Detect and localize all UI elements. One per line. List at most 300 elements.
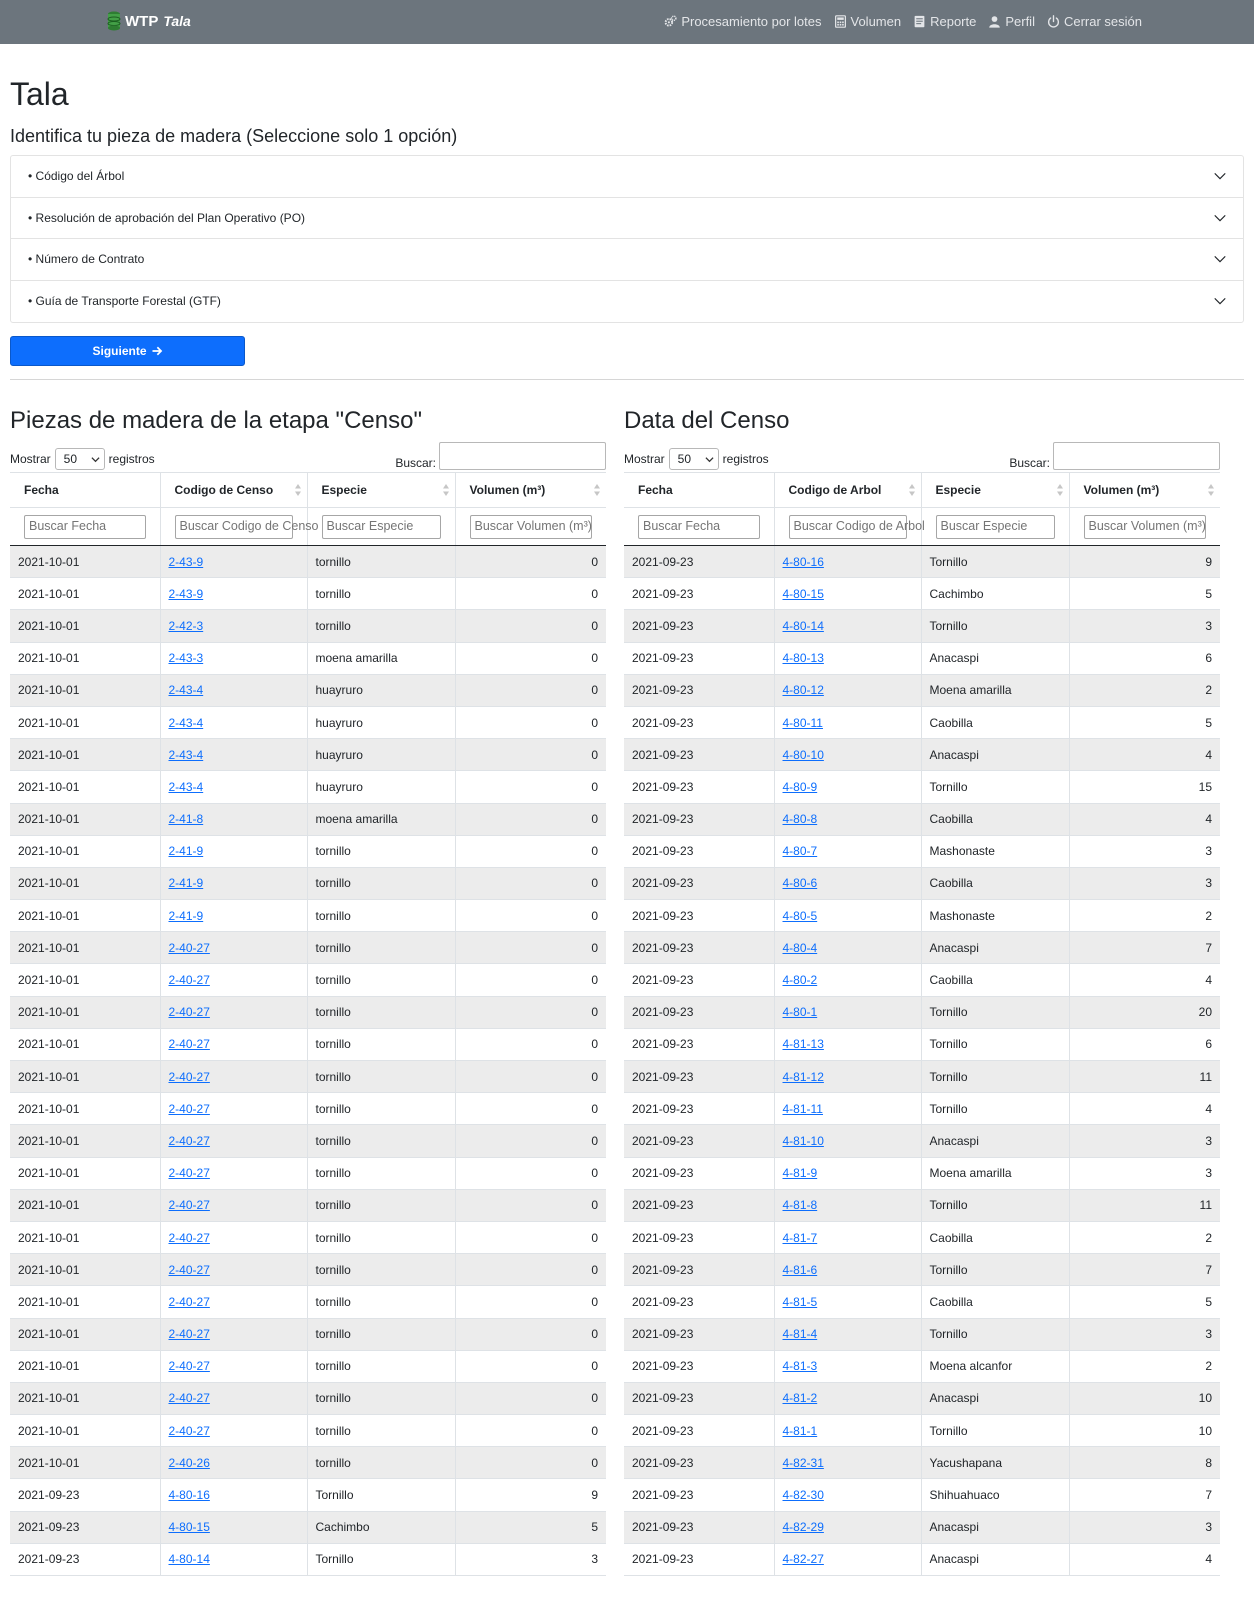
cell-date: 2021-09-23 bbox=[624, 1318, 774, 1350]
cell-species: Anacaspi bbox=[921, 1543, 1069, 1575]
cell-date: 2021-09-23 bbox=[10, 1543, 160, 1575]
code-link[interactable]: 4-82-29 bbox=[782, 1520, 824, 1535]
code-link[interactable]: 4-81-4 bbox=[782, 1327, 818, 1342]
cell-code bbox=[774, 900, 921, 932]
cell-date: 2021-10-01 bbox=[10, 1382, 160, 1414]
cell-species: tornillo bbox=[307, 1415, 455, 1447]
table-row bbox=[10, 867, 606, 899]
cell-species: tornillo bbox=[307, 1318, 455, 1350]
accordion-item-gtf[interactable] bbox=[11, 281, 1243, 323]
cell-date: 2021-09-23 bbox=[624, 1254, 774, 1286]
filter-cell bbox=[921, 508, 1069, 546]
cell-volume: 0 bbox=[455, 867, 606, 899]
code-link[interactable]: 4-80-2 bbox=[782, 973, 818, 988]
cell-volume: 0 bbox=[455, 1125, 606, 1157]
table-row bbox=[624, 1543, 1220, 1575]
column-header-code[interactable] bbox=[774, 473, 921, 508]
gears-icon bbox=[664, 15, 677, 28]
cell-species: Tornillo bbox=[921, 1415, 1069, 1447]
code-link[interactable]: 4-80-15 bbox=[782, 586, 824, 601]
code-link[interactable]: 4-80-5 bbox=[782, 908, 818, 923]
table-row bbox=[624, 1189, 1220, 1221]
code-link[interactable]: 2-43-9 bbox=[168, 586, 204, 601]
next-button-label: Siguiente bbox=[92, 344, 147, 358]
cell-code bbox=[774, 1447, 921, 1479]
filter-row bbox=[10, 508, 606, 546]
table-row bbox=[10, 1254, 606, 1286]
code-link[interactable]: 4-80-16 bbox=[782, 554, 824, 569]
table-row bbox=[624, 1028, 1220, 1060]
code-link[interactable]: 4-80-4 bbox=[782, 940, 818, 955]
code-link[interactable]: 2-41-9 bbox=[168, 908, 204, 923]
cell-code bbox=[160, 1447, 307, 1479]
filter-row bbox=[624, 508, 1220, 546]
code-link[interactable]: 4-80-9 bbox=[782, 779, 818, 794]
nav-profile[interactable] bbox=[988, 14, 1035, 29]
accordion-item-po-resolution[interactable] bbox=[11, 198, 1243, 240]
code-link[interactable]: 2-40-27 bbox=[168, 1423, 210, 1438]
cell-date: 2021-09-23 bbox=[624, 835, 774, 867]
table-row bbox=[624, 867, 1220, 899]
code-link[interactable]: 2-43-4 bbox=[168, 779, 204, 794]
code-link[interactable]: 2-40-27 bbox=[168, 1230, 210, 1245]
cell-species: Tornillo bbox=[921, 996, 1069, 1028]
table-row bbox=[624, 642, 1220, 674]
code-link[interactable]: 2-40-27 bbox=[168, 1037, 210, 1052]
page-length-select[interactable] bbox=[55, 448, 105, 470]
cell-volume: 0 bbox=[455, 1061, 606, 1093]
cell-date: 2021-10-01 bbox=[10, 739, 160, 771]
cell-species: tornillo bbox=[307, 1350, 455, 1382]
next-button[interactable] bbox=[10, 336, 245, 366]
cell-species: Caobilla bbox=[921, 1221, 1069, 1253]
cell-volume: 2 bbox=[1069, 1350, 1220, 1382]
cell-species: tornillo bbox=[307, 1382, 455, 1414]
table-row bbox=[10, 803, 606, 835]
cell-code bbox=[160, 578, 307, 610]
code-link[interactable]: 2-40-27 bbox=[168, 973, 210, 988]
cell-species: Tornillo bbox=[921, 1061, 1069, 1093]
code-link[interactable]: 4-80-15 bbox=[168, 1520, 210, 1535]
cell-species: Mashonaste bbox=[921, 835, 1069, 867]
cell-species: tornillo bbox=[307, 900, 455, 932]
cell-volume: 0 bbox=[455, 1382, 606, 1414]
cell-date: 2021-09-23 bbox=[624, 1479, 774, 1511]
cell-volume: 0 bbox=[455, 739, 606, 771]
code-link[interactable]: 2-43-4 bbox=[168, 683, 204, 698]
cell-species: moena amarilla bbox=[307, 642, 455, 674]
code-link[interactable]: 2-40-27 bbox=[168, 940, 210, 955]
cell-volume: 0 bbox=[455, 610, 606, 642]
cell-species: tornillo bbox=[307, 578, 455, 610]
cell-code bbox=[160, 867, 307, 899]
table-body bbox=[10, 546, 606, 1576]
cell-species: Tornillo bbox=[921, 1318, 1069, 1350]
code-link[interactable]: 2-41-9 bbox=[168, 876, 204, 891]
cell-volume: 3 bbox=[455, 1543, 606, 1575]
cell-species: Tornillo bbox=[921, 1028, 1069, 1060]
column-header-code[interactable] bbox=[160, 473, 307, 508]
page-length-value: 50 bbox=[63, 452, 78, 466]
filter-cell bbox=[455, 508, 606, 546]
cell-code bbox=[774, 1543, 921, 1575]
cell-code bbox=[160, 739, 307, 771]
table-row bbox=[624, 964, 1220, 996]
table-search bbox=[395, 442, 606, 470]
nav-report[interactable] bbox=[913, 14, 976, 29]
page-length-select[interactable] bbox=[669, 448, 719, 470]
cell-species: tornillo bbox=[307, 1447, 455, 1479]
cell-date: 2021-09-23 bbox=[624, 739, 774, 771]
code-link[interactable]: 4-81-12 bbox=[782, 1069, 824, 1084]
cell-species: Tornillo bbox=[921, 1093, 1069, 1125]
code-link[interactable]: 4-80-16 bbox=[168, 1488, 210, 1503]
cell-volume: 3 bbox=[1069, 1157, 1220, 1189]
cell-date: 2021-10-01 bbox=[10, 835, 160, 867]
cell-date: 2021-09-23 bbox=[624, 1511, 774, 1543]
code-link[interactable]: 2-40-27 bbox=[168, 1133, 210, 1148]
cell-volume: 0 bbox=[455, 1028, 606, 1060]
code-link[interactable]: 4-80-8 bbox=[782, 812, 818, 827]
table-row bbox=[624, 1093, 1220, 1125]
user-icon bbox=[988, 15, 1001, 28]
code-link[interactable]: 4-81-11 bbox=[782, 1101, 823, 1116]
main-container bbox=[0, 77, 1254, 380]
code-link[interactable]: 4-81-3 bbox=[782, 1359, 818, 1374]
code-link[interactable]: 2-40-27 bbox=[168, 1005, 210, 1020]
cell-code bbox=[160, 1221, 307, 1253]
table-search bbox=[1009, 442, 1220, 470]
cell-code bbox=[160, 1318, 307, 1350]
code-link[interactable]: 4-81-1 bbox=[782, 1423, 818, 1438]
code-link[interactable]: 4-82-27 bbox=[782, 1552, 824, 1567]
table-row bbox=[10, 1286, 606, 1318]
cell-volume: 0 bbox=[455, 1221, 606, 1253]
cell-date: 2021-10-01 bbox=[10, 1415, 160, 1447]
chevron-down-icon bbox=[1213, 252, 1227, 266]
cell-code bbox=[160, 1479, 307, 1511]
code-link[interactable]: 4-81-7 bbox=[782, 1230, 818, 1245]
code-link[interactable]: 4-80-13 bbox=[782, 651, 824, 666]
census-data-panel bbox=[624, 380, 1220, 1576]
accordion-item-contract-number[interactable] bbox=[11, 239, 1243, 281]
cell-volume: 0 bbox=[455, 1415, 606, 1447]
cell-code bbox=[160, 1093, 307, 1125]
code-link[interactable]: 4-81-5 bbox=[782, 1294, 818, 1309]
table-row bbox=[10, 1221, 606, 1253]
page-length-control bbox=[10, 448, 155, 470]
page-length-control bbox=[624, 448, 769, 470]
code-link[interactable]: 4-81-8 bbox=[782, 1198, 818, 1213]
cell-species: Tornillo bbox=[921, 1189, 1069, 1221]
code-link[interactable]: 4-81-13 bbox=[782, 1037, 824, 1052]
cell-date: 2021-10-01 bbox=[10, 1254, 160, 1286]
table-row bbox=[624, 1286, 1220, 1318]
cell-species: tornillo bbox=[307, 1254, 455, 1286]
cell-code bbox=[774, 1350, 921, 1382]
search-label: Buscar: bbox=[1009, 456, 1050, 470]
table-header-row bbox=[624, 473, 1220, 508]
cell-code bbox=[160, 546, 307, 578]
cell-code bbox=[774, 610, 921, 642]
census-data-table bbox=[624, 472, 1220, 1576]
search-input[interactable] bbox=[1053, 442, 1220, 470]
database-icon bbox=[107, 11, 121, 31]
code-link[interactable]: 2-42-3 bbox=[168, 618, 204, 633]
table-row bbox=[10, 546, 606, 578]
code-link[interactable]: 2-40-27 bbox=[168, 1166, 210, 1181]
cell-code bbox=[774, 1254, 921, 1286]
cell-code bbox=[160, 642, 307, 674]
table-row bbox=[624, 578, 1220, 610]
cell-code bbox=[160, 1350, 307, 1382]
cell-code bbox=[160, 1511, 307, 1543]
code-link[interactable]: 2-40-27 bbox=[168, 1359, 210, 1374]
table-row bbox=[624, 803, 1220, 835]
column-header-species[interactable] bbox=[921, 473, 1069, 508]
cell-date: 2021-09-23 bbox=[624, 867, 774, 899]
chevron-down-icon bbox=[1213, 211, 1227, 225]
code-link[interactable]: 2-43-4 bbox=[168, 715, 204, 730]
column-header-volume[interactable] bbox=[455, 473, 606, 508]
code-link[interactable]: 4-80-14 bbox=[168, 1552, 210, 1567]
code-link[interactable]: 2-43-4 bbox=[168, 747, 204, 762]
code-link[interactable]: 2-40-27 bbox=[168, 1198, 210, 1213]
cell-code bbox=[160, 996, 307, 1028]
table-row bbox=[10, 578, 606, 610]
show-label: Mostrar bbox=[10, 452, 51, 466]
nav-logout[interactable] bbox=[1047, 14, 1142, 29]
code-link[interactable]: 4-80-1 bbox=[782, 1005, 818, 1020]
code-link[interactable]: 2-40-27 bbox=[168, 1327, 210, 1342]
sort-icon bbox=[1057, 484, 1063, 496]
cell-code bbox=[774, 996, 921, 1028]
header-label: Fecha bbox=[24, 483, 59, 497]
table-row bbox=[10, 1318, 606, 1350]
cell-date: 2021-10-01 bbox=[10, 867, 160, 899]
code-link[interactable]: 4-82-30 bbox=[782, 1488, 824, 1503]
code-link[interactable]: 4-81-10 bbox=[782, 1133, 824, 1148]
table-row bbox=[10, 739, 606, 771]
cell-code bbox=[160, 1125, 307, 1157]
cell-species: Caobilla bbox=[921, 1286, 1069, 1318]
table-row bbox=[624, 1350, 1220, 1382]
cell-code bbox=[160, 1157, 307, 1189]
cell-code bbox=[774, 1157, 921, 1189]
table-row bbox=[10, 1189, 606, 1221]
cell-code bbox=[160, 610, 307, 642]
code-link[interactable]: 2-41-8 bbox=[168, 812, 204, 827]
column-header-date[interactable] bbox=[624, 473, 774, 508]
cell-volume: 7 bbox=[1069, 1479, 1220, 1511]
table-row bbox=[10, 900, 606, 932]
cell-volume: 2 bbox=[1069, 674, 1220, 706]
brand[interactable] bbox=[107, 11, 191, 31]
filter-input-date[interactable]: Buscar Fecha bbox=[638, 515, 760, 539]
chevron-down-icon bbox=[705, 455, 714, 464]
filter-input-volume[interactable]: Buscar Volumen (m³) bbox=[1084, 515, 1207, 539]
cell-date: 2021-09-23 bbox=[624, 1061, 774, 1093]
cell-date: 2021-09-23 bbox=[624, 1286, 774, 1318]
header-label: Fecha bbox=[638, 483, 673, 497]
filter-input-volume[interactable]: Buscar Volumen (m³) bbox=[470, 515, 593, 539]
cell-species: Shihuahuaco bbox=[921, 1479, 1069, 1511]
code-link[interactable]: 4-80-7 bbox=[782, 844, 818, 859]
cell-code bbox=[774, 1221, 921, 1253]
cell-code bbox=[160, 932, 307, 964]
code-link[interactable]: 2-40-27 bbox=[168, 1391, 210, 1406]
cell-species: Anacaspi bbox=[921, 932, 1069, 964]
cell-species: tornillo bbox=[307, 1221, 455, 1253]
code-link[interactable]: 4-80-14 bbox=[782, 618, 824, 633]
cell-date: 2021-09-23 bbox=[624, 1447, 774, 1479]
cell-species: Tornillo bbox=[307, 1479, 455, 1511]
table-row bbox=[624, 1061, 1220, 1093]
cell-code bbox=[774, 1479, 921, 1511]
cell-species: Caobilla bbox=[921, 803, 1069, 835]
code-link[interactable]: 2-40-27 bbox=[168, 1262, 210, 1277]
show-label: Mostrar bbox=[624, 452, 665, 466]
cell-volume: 3 bbox=[1069, 1125, 1220, 1157]
table-row bbox=[624, 1157, 1220, 1189]
filter-input-code[interactable]: Buscar Codigo de Arbol bbox=[789, 515, 907, 539]
column-header-volume[interactable] bbox=[1069, 473, 1220, 508]
cell-date: 2021-10-01 bbox=[10, 1318, 160, 1350]
table-row bbox=[10, 1447, 606, 1479]
accordion-item-tree-code[interactable] bbox=[11, 156, 1243, 198]
cell-species: tornillo bbox=[307, 867, 455, 899]
table-row bbox=[10, 674, 606, 706]
filter-cell bbox=[774, 508, 925, 546]
chevron-down-icon bbox=[1213, 294, 1227, 308]
code-link[interactable]: 4-81-6 bbox=[782, 1262, 818, 1277]
search-label: Buscar: bbox=[395, 456, 436, 470]
accordion-label: • Número de Contrato bbox=[28, 252, 145, 267]
table-row bbox=[10, 1382, 606, 1414]
census-pieces-panel bbox=[10, 380, 606, 1576]
cell-code bbox=[160, 706, 307, 738]
cell-volume: 6 bbox=[1069, 1028, 1220, 1060]
cell-date: 2021-09-23 bbox=[624, 706, 774, 738]
table-row bbox=[624, 1511, 1220, 1543]
cell-volume: 0 bbox=[455, 771, 606, 803]
cell-volume: 5 bbox=[1069, 706, 1220, 738]
cell-code bbox=[774, 739, 921, 771]
records-label: registros bbox=[722, 452, 769, 466]
table-row bbox=[624, 706, 1220, 738]
cell-code bbox=[160, 771, 307, 803]
cell-date: 2021-10-01 bbox=[10, 642, 160, 674]
code-link[interactable]: 2-41-9 bbox=[168, 844, 204, 859]
code-link[interactable]: 4-80-6 bbox=[782, 876, 818, 891]
cell-code bbox=[774, 1511, 921, 1543]
cell-date: 2021-09-23 bbox=[624, 1382, 774, 1414]
cell-species: Caobilla bbox=[921, 706, 1069, 738]
code-link[interactable]: 2-40-27 bbox=[168, 1101, 210, 1116]
code-link[interactable]: 4-81-9 bbox=[782, 1166, 818, 1181]
cell-species: tornillo bbox=[307, 1061, 455, 1093]
code-link[interactable]: 4-80-11 bbox=[782, 715, 823, 730]
panel-title: Data del Censo bbox=[624, 407, 790, 434]
cell-date: 2021-10-01 bbox=[10, 1189, 160, 1221]
nav-label: Perfil bbox=[1005, 14, 1035, 29]
nav-volume[interactable] bbox=[834, 14, 902, 29]
nav-batch-processing[interactable] bbox=[664, 14, 821, 29]
table-row bbox=[10, 996, 606, 1028]
code-link[interactable]: 4-82-31 bbox=[782, 1455, 824, 1470]
cell-volume: 0 bbox=[455, 900, 606, 932]
page-title: Tala bbox=[10, 76, 69, 112]
filter-input-date[interactable]: Buscar Fecha bbox=[24, 515, 146, 539]
cell-code bbox=[774, 1415, 921, 1447]
nav-label: Reporte bbox=[930, 14, 977, 29]
cell-species: tornillo bbox=[307, 1125, 455, 1157]
cell-code bbox=[774, 867, 921, 899]
cell-species: tornillo bbox=[307, 1157, 455, 1189]
code-link[interactable]: 2-40-26 bbox=[168, 1455, 210, 1470]
code-link[interactable]: 2-40-27 bbox=[168, 1069, 210, 1084]
filter-input-code[interactable]: Buscar Codigo de Censo bbox=[175, 515, 293, 539]
table-row bbox=[624, 1447, 1220, 1479]
table-row bbox=[624, 932, 1220, 964]
top-navbar bbox=[0, 0, 1254, 44]
cell-volume: 3 bbox=[1069, 835, 1220, 867]
cell-volume: 0 bbox=[455, 835, 606, 867]
cell-date: 2021-09-23 bbox=[624, 546, 774, 578]
table-row bbox=[624, 739, 1220, 771]
column-header-date[interactable] bbox=[10, 473, 160, 508]
code-link[interactable]: 2-43-9 bbox=[168, 554, 204, 569]
cell-volume: 7 bbox=[1069, 1254, 1220, 1286]
cell-code bbox=[774, 1286, 921, 1318]
cell-volume: 9 bbox=[1069, 546, 1220, 578]
cell-code bbox=[160, 1061, 307, 1093]
code-link[interactable]: 2-43-3 bbox=[168, 651, 204, 666]
code-link[interactable]: 2-40-27 bbox=[168, 1294, 210, 1309]
table-row bbox=[10, 706, 606, 738]
nav-label: Procesamiento por lotes bbox=[681, 14, 822, 29]
table-row bbox=[10, 771, 606, 803]
table-row bbox=[624, 1221, 1220, 1253]
cell-code bbox=[160, 835, 307, 867]
filter-input-species[interactable]: Buscar Especie bbox=[322, 515, 441, 539]
code-link[interactable]: 4-80-10 bbox=[782, 747, 824, 762]
table-row bbox=[624, 835, 1220, 867]
cell-volume: 0 bbox=[455, 546, 606, 578]
code-link[interactable]: 4-80-12 bbox=[782, 683, 824, 698]
code-link[interactable]: 4-81-2 bbox=[782, 1391, 818, 1406]
sort-icon bbox=[909, 484, 915, 496]
cell-volume: 11 bbox=[1069, 1189, 1220, 1221]
header-label: Codigo de Arbol bbox=[788, 483, 882, 497]
table-row bbox=[624, 900, 1220, 932]
cell-volume: 3 bbox=[1069, 1511, 1220, 1543]
cell-species: Mashonaste bbox=[921, 900, 1069, 932]
cell-species: Anacaspi bbox=[921, 1382, 1069, 1414]
table-body bbox=[624, 546, 1220, 1576]
cell-volume: 11 bbox=[1069, 1061, 1220, 1093]
filter-input-species[interactable]: Buscar Especie bbox=[936, 515, 1055, 539]
cell-species: Moena amarilla bbox=[921, 674, 1069, 706]
cell-volume: 3 bbox=[1069, 1318, 1220, 1350]
cell-volume: 0 bbox=[455, 578, 606, 610]
search-input[interactable] bbox=[439, 442, 606, 470]
table-row bbox=[624, 996, 1220, 1028]
cell-volume: 20 bbox=[1069, 996, 1220, 1028]
cell-volume: 0 bbox=[455, 674, 606, 706]
column-header-species[interactable] bbox=[307, 473, 455, 508]
table-row bbox=[624, 1318, 1220, 1350]
